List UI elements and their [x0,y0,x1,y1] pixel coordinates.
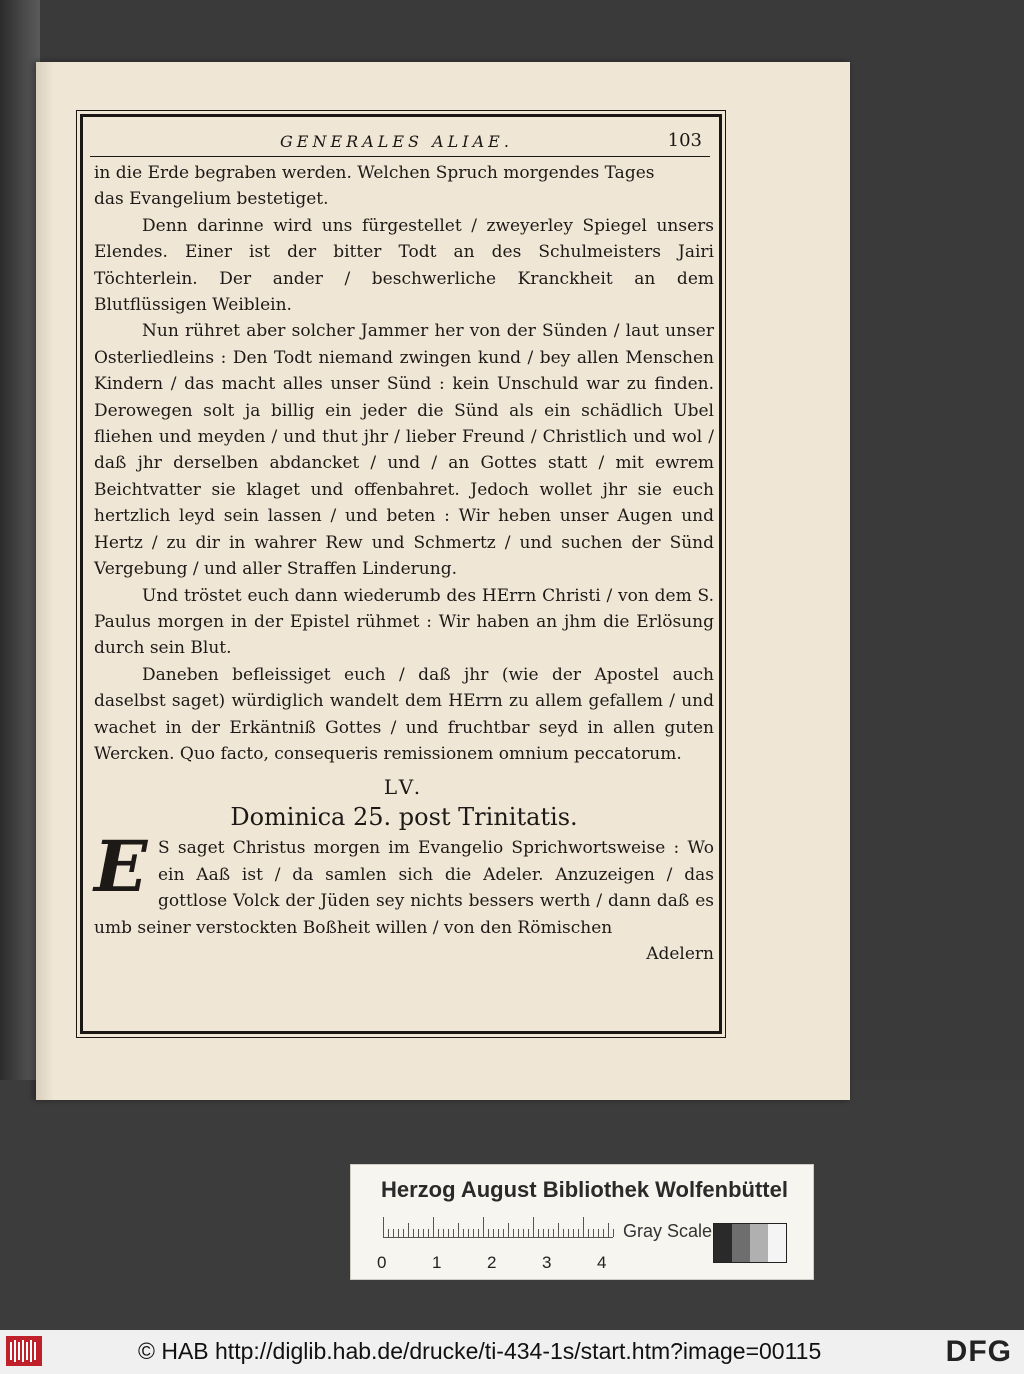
copyright-url[interactable]: © HAB http://diglib.hab.de/drucke/ti-434-1s/start.htm?image=00115 [138,1338,822,1364]
paragraph: Und tröstet euch dann wiederumb des HErrn Christi / von dem S. Paulus morgen in der Epistel rühmet : Wir haben an jhm die Erlösung durch sein Blut. [94,585,714,659]
ruler-number: 2 [487,1253,497,1272]
section-title: Dominica 25. post Trinitatis. [230,803,578,832]
ruler-tick [408,1223,409,1237]
ruler-tick [593,1229,594,1237]
ruler-tick [583,1217,584,1237]
catchword: Adelern [646,943,714,964]
ruler-tick [398,1229,399,1237]
gray-swatch [732,1224,750,1262]
page-number: 103 [667,130,702,151]
gray-swatch [768,1224,786,1262]
ruler-tick [413,1229,414,1237]
ruler-tick [498,1229,499,1237]
ruler-number: 1 [432,1253,442,1272]
gray-swatch [750,1224,768,1262]
gray-scale-chart [713,1223,787,1263]
section-paragraph [94,825,714,941]
ruler-tick [608,1223,609,1237]
paragraph: Daneben befleissiget euch / daß jhr (wie der Apostel auch daselbst saget) würdiglich wandelt dem HErrn zu allem gefallem / und wachet in der Erkäntniß Gottes / und fruchtbar seyd in allen guten Wercken. Quo facto, consequeris remissionem omnium peccatorum. [94,664,714,764]
ruler-number: 0 [377,1253,387,1272]
footer-bar [0,1330,1024,1374]
ruler-number: 3 [542,1253,552,1272]
ruler-tick [473,1229,474,1237]
ruler-tick [528,1229,529,1237]
ruler-tick [613,1229,614,1237]
ruler-tick [468,1229,469,1237]
page-header [90,128,710,157]
ruler-tick [538,1229,539,1237]
page-gutter-shadow [36,62,54,1100]
ruler-tick [573,1229,574,1237]
ruler-tick [478,1229,479,1237]
ruler-tick [433,1217,434,1237]
hab-logo-icon [6,1336,42,1366]
ruler-tick [603,1229,604,1237]
paragraph: Nun rühret aber solcher Jammer her von der Sünden / laut unser Osterliedleins : Den Todt niemand zwingen kund / bey allen Menschen Kindern / das macht alles unser Sünd : kein Unschuld war zu finden. Derowegen solt ja billig ein jeder die Sünd als ein schädlich Ubel fliehen und meyden / und thut jhr / lieber Freund / Christlich und wol / daß jhr derselben abdancket / und / an Gottes statt / mit ewrem Beichtvatter sie klaget und offenbahret. Jedoch wollet jhr sie euch hertzlich leyd sein lassen / und beten : Wir heben unser Augen und Hertz / zu dir in wahrer Rew und Schmertz / und suchen der Sünd Vergebung / und aller Straffen Linderung. [94,321,714,580]
running-head: GENERALES ALIAE. [280,132,513,151]
drop-capital: E [94,825,148,909]
ruler-tick [543,1229,544,1237]
ruler-tick [458,1223,459,1237]
ruler-tick [418,1229,419,1237]
ruler-tick [383,1217,384,1237]
text-line: in die Erde begraben werden. Welchen Spruch morgendes Tages [94,163,655,183]
ruler-tick [388,1229,389,1237]
library-label-card [350,1164,814,1280]
ruler-tick [428,1229,429,1237]
ruler-tick [533,1217,534,1237]
ruler-tick [488,1229,489,1237]
paragraph: Denn darinne wird uns fürgestellet / zweyerley Spiegel unsers Elendes. Einer ist der bitter Todt an des Schulmeisters Jairi Töchterlein. Der ander / beschwerliche Kranckheit an dem Blutflüssigen Weiblein. [94,215,714,316]
gray-scale-label: Gray Scale [623,1221,713,1241]
ruler-tick [578,1229,579,1237]
ruler-tick [403,1229,404,1237]
ruler-tick [518,1229,519,1237]
ruler-tick [558,1223,559,1237]
ruler-tick [483,1217,484,1237]
ruler-tick [548,1229,549,1237]
gray-swatch [714,1224,732,1262]
text-line: das Evangelium bestetiget. [94,189,329,210]
ruler-tick [493,1229,494,1237]
ruler-tick [438,1229,439,1237]
page-text-block [94,160,714,967]
ruler-tick [453,1229,454,1237]
ruler-tick [423,1229,424,1237]
ruler-tick [508,1223,509,1237]
ruler-tick [463,1229,464,1237]
library-name: Herzog August Bibliothek Wolfenbüttel [381,1177,788,1202]
ruler-tick [553,1229,554,1237]
ruler-tick [588,1229,589,1237]
scale-ruler [383,1215,613,1238]
dfg-logo: DFG [945,1335,1012,1368]
section-number: LV. [383,775,425,800]
ruler-tick [568,1229,569,1237]
ruler-tick [393,1229,394,1237]
ruler-tick [563,1229,564,1237]
ruler-tick [513,1229,514,1237]
ruler-tick [523,1229,524,1237]
ruler-tick [598,1229,599,1237]
ruler-number: 4 [597,1253,607,1272]
ruler-tick [503,1229,504,1237]
ruler-tick [443,1229,444,1237]
ruler-tick [448,1229,449,1237]
section-paragraph-text: S saget Christus morgen im Evangelio Sprichwortsweise : Wo ein Aaß ist / da samlen sich die Adeler. Anzuzeigen / das gottlose Volck der Jüden sey nichts bessers werth / dann daß es umb seiner verstockten Boßheit willen / von den Römischen [94,838,714,938]
